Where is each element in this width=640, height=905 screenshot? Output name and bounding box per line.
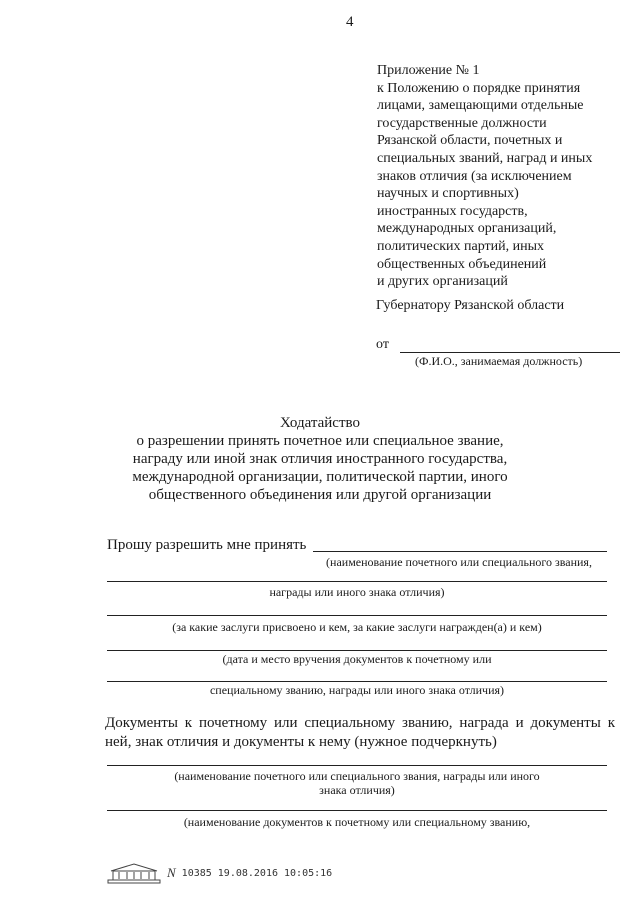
document-title — [60, 414, 580, 504]
request-underline-1[interactable] — [313, 551, 607, 552]
request-underline-4[interactable] — [107, 650, 607, 651]
doc-mark: N — [167, 865, 176, 880]
appendix-line: и других организаций — [377, 274, 508, 290]
title-heading: Ходатайство — [280, 415, 360, 431]
request-underline-2[interactable] — [107, 581, 607, 582]
from-underline[interactable] — [400, 352, 620, 353]
doc-timestamp: 19.08.2016 10:05:16 — [217, 867, 333, 879]
document-footer — [107, 862, 332, 884]
appendix-line: государственные должности — [377, 115, 547, 131]
appendix-line: общественных объединений — [377, 256, 547, 272]
request-label: Прошу разрешить мне принять — [107, 537, 307, 553]
title-line: награду или иной знак отличия иностранного государства, — [132, 451, 508, 467]
title-line: международной организации, политической партии, иного — [132, 469, 508, 485]
appendix-line: Приложение № 1 — [377, 63, 480, 78]
appendix-line: политических партий, иных — [377, 238, 545, 254]
appendix-line: знаков отличия (за исключением — [377, 168, 572, 184]
request-caption-3: (за какие заслуги присвоено и кем, за какие заслуги награжден(а) и кем) — [172, 620, 542, 634]
addressee: Губернатору Рязанской области — [376, 298, 565, 313]
page-number: 4 — [346, 14, 354, 30]
request-caption-4: (дата и место вручения документов к почетному или — [222, 652, 492, 666]
request-caption-2: награды или иного знака отличия) — [269, 585, 445, 599]
documents-paragraph: Документы к почетному или специальному званию, награда и документы к ней, знак отличия и документы к нему (нужное подчеркнуть) — [105, 715, 615, 750]
title-line: о разрешении принять почетное или специальное звание, — [136, 433, 504, 449]
request-caption-5: специальному званию, награды или иного знака отличия) — [209, 683, 505, 697]
documents-caption-3: (наименование документов к почетному или специальному званию, — [183, 815, 531, 829]
appendix-line: к Положению о порядке принятия — [377, 80, 581, 96]
request-underline-5[interactable] — [107, 681, 607, 682]
from-label: от — [376, 337, 389, 352]
appendix-line: специальных званий, наград и иных — [377, 150, 593, 166]
request-caption-1: (наименование почетного или специального звания, — [326, 555, 592, 569]
documents-underline-2[interactable] — [107, 810, 607, 811]
request-underline-3[interactable] — [107, 615, 607, 616]
appendix-line: международных организаций, — [377, 221, 557, 237]
doc-number: 10385 — [181, 867, 212, 879]
documents-underline-1[interactable] — [107, 765, 607, 766]
appendix-line: Рязанской области, почетных и — [377, 133, 563, 149]
appendix-line: научных и спортивных) — [377, 186, 519, 202]
building-seal-icon — [107, 862, 161, 884]
appendix-line: иностранных государств, — [377, 203, 528, 219]
title-line: общественного объединения или другой организации — [148, 487, 492, 503]
appendix-line: лицами, замещающими отдельные — [377, 98, 584, 114]
documents-caption-2: знака отличия) — [319, 783, 395, 797]
appendix-header — [377, 62, 627, 291]
from-caption: (Ф.И.О., занимаемая должность) — [415, 354, 583, 368]
documents-caption-1: (наименование почетного или специального звания, награды или иного — [174, 769, 540, 783]
